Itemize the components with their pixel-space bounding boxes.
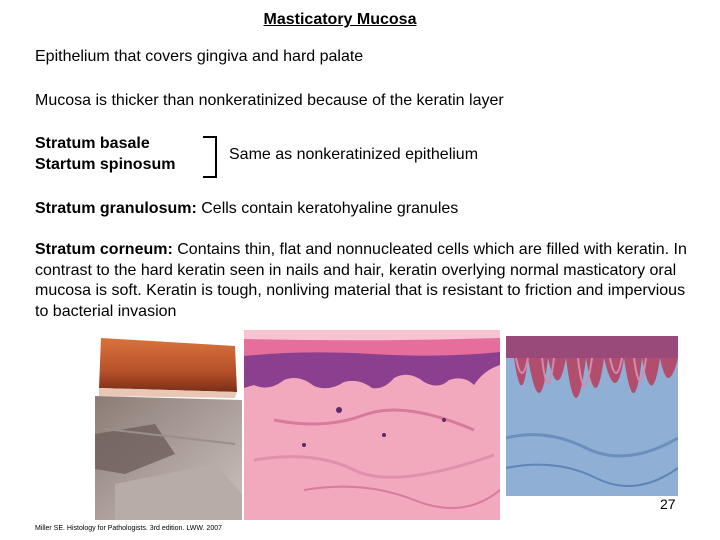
granulosum-text: Cells contain keratohyaline granules [196, 200, 459, 217]
layer-spinosum: Startum spinosum [35, 156, 176, 173]
bracket-mark [203, 136, 217, 178]
line-thicker: Mucosa is thicker than nonkeratinized because of the keratin layer [35, 92, 504, 109]
corneum-label: Stratum corneum: [35, 241, 173, 258]
citation: Miller SE. Histology for Pathologists. 3rd edition. LWW. 2007 [35, 525, 223, 532]
granulosum-line [35, 199, 458, 219]
corneum-paragraph [35, 240, 695, 322]
page-number: 27 [660, 496, 676, 512]
corneum-text: Contains thin, flat and nonnucleated cells which are filled with keratin. In contrast to the hard keratin seen in nails and hair, keratin overlying normal masticatory oral mucosa is soft. Keratin is tough, nonliving material that is resistant to friction and impervious to bacterial invasion [35, 241, 687, 320]
layer-basale: Stratum basale [35, 135, 150, 152]
trichrome-histology-micrograph [506, 318, 678, 496]
he-histology-micrograph [244, 330, 500, 520]
gross-tissue-photo [95, 334, 242, 520]
slide-title: Masticatory Mucosa [263, 11, 417, 28]
granulosum-label: Stratum granulosum: [35, 200, 197, 217]
line-epithelium: Epithelium that covers gingiva and hard palate [35, 48, 364, 65]
same-as-note: Same as nonkeratinized epithelium [229, 146, 479, 163]
